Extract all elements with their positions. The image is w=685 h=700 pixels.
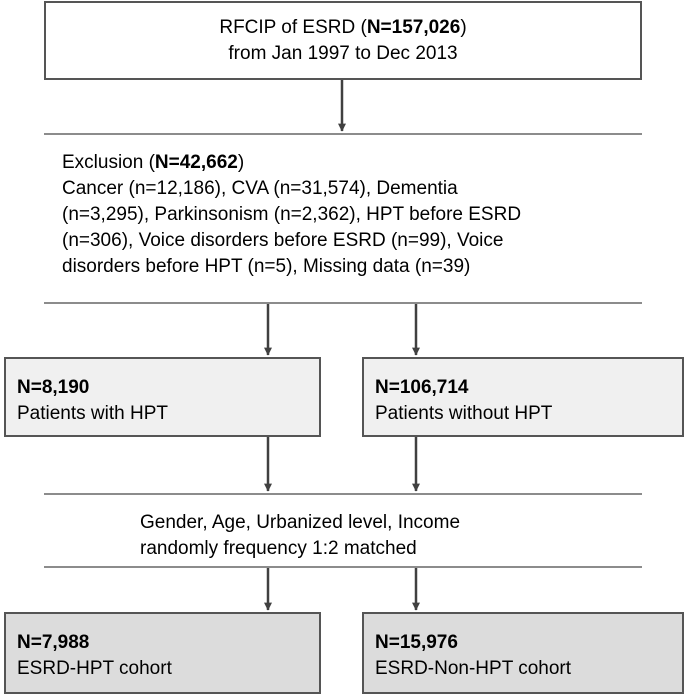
- hpt-group-count: N=8,190: [17, 377, 90, 398]
- source-count: N=157,026: [366, 17, 461, 38]
- matching-line: Gender, Age, Urbanized level, Income: [140, 512, 461, 533]
- matching-line: randomly frequency 1:2 matched: [140, 538, 417, 559]
- non-hpt-group-label: Patients without HPT: [375, 403, 553, 424]
- exclusion-title: Exclusion (N=42,662): [62, 152, 245, 173]
- non-hpt-group-count: N=106,714: [375, 377, 469, 398]
- hpt-cohort-label: ESRD-HPT cohort: [17, 658, 172, 679]
- hpt-group-label: Patients with HPT: [17, 403, 168, 424]
- source-period: from Jan 1997 to Dec 2013: [228, 43, 458, 64]
- exclusion-line: (n=3,295), Parkinsonism (n=2,362), HPT before ESRD: [62, 204, 522, 225]
- exclusion-count: N=42,662: [154, 152, 238, 173]
- hpt-cohort-count: N=7,988: [17, 632, 90, 653]
- exclusion-line: (n=306), Voice disorders before ESRD (n=99), Voice: [62, 230, 504, 251]
- exclusion-line: disorders before HPT (n=5), Missing data (n=39): [62, 256, 471, 277]
- exclusion-line: Cancer (n=12,186), CVA (n=31,574), Dementia: [62, 178, 458, 199]
- non-hpt-cohort-count: N=15,976: [375, 632, 458, 653]
- non-hpt-cohort-label: ESRD-Non-HPT cohort: [375, 658, 572, 679]
- source-title: RFCIP of ESRD (N=157,026): [219, 17, 467, 38]
